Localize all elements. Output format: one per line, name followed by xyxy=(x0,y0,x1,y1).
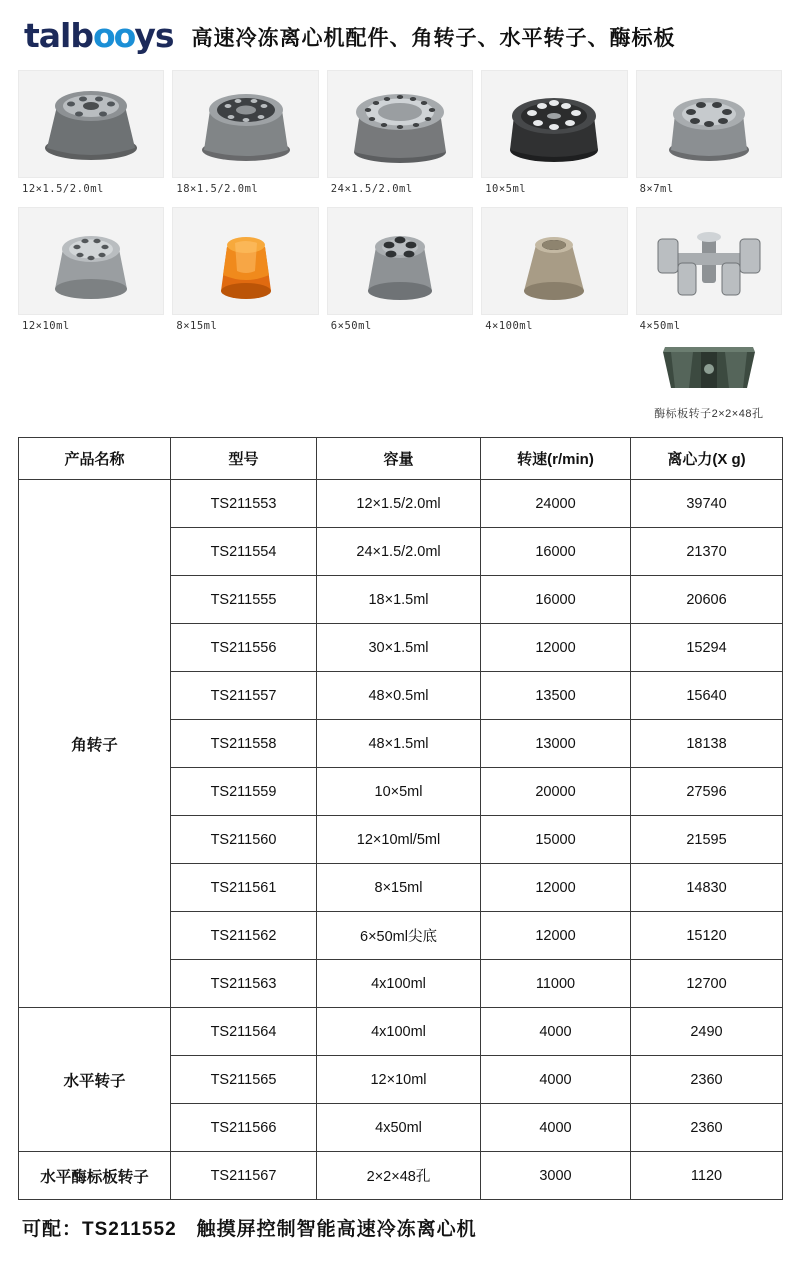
gallery-item[interactable] xyxy=(636,207,782,334)
cell-speed: 12000 xyxy=(481,624,631,672)
cell-speed: 16000 xyxy=(481,576,631,624)
cell-model: TS211564 xyxy=(171,1008,317,1056)
cell-model: TS211556 xyxy=(171,624,317,672)
cell-model: TS211559 xyxy=(171,768,317,816)
cell-rcf: 14830 xyxy=(631,864,783,912)
product-photo[interactable] xyxy=(327,207,473,315)
cell-rcf: 18138 xyxy=(631,720,783,768)
cell-speed: 16000 xyxy=(481,528,631,576)
gallery-item[interactable] xyxy=(172,207,318,334)
cell-capacity: 12×1.5/2.0ml xyxy=(317,480,481,528)
cell-capacity: 30×1.5ml xyxy=(317,624,481,672)
column-header-model: 型号 xyxy=(171,438,317,480)
cell-rcf: 2360 xyxy=(631,1056,783,1104)
cell-model: TS211555 xyxy=(171,576,317,624)
cell-model: TS211560 xyxy=(171,816,317,864)
cell-capacity: 48×1.5ml xyxy=(317,720,481,768)
product-photo[interactable] xyxy=(636,70,782,178)
photo-caption: 8×15ml xyxy=(176,320,218,332)
cell-model: TS211566 xyxy=(171,1104,317,1152)
gallery-item[interactable] xyxy=(636,70,782,197)
gallery-item[interactable] xyxy=(327,207,473,334)
cell-capacity: 12×10ml/5ml xyxy=(317,816,481,864)
cell-rcf: 15120 xyxy=(631,912,783,960)
cell-model: TS211557 xyxy=(171,672,317,720)
cell-rcf: 2360 xyxy=(631,1104,783,1152)
photo-caption: 10×5ml xyxy=(485,183,527,195)
page-title: 高速冷冻离心机配件、角转子、水平转子、酶标板 xyxy=(191,27,676,50)
gallery-item[interactable] xyxy=(481,207,627,334)
cell-speed: 20000 xyxy=(481,768,631,816)
rotor-lid-icon xyxy=(191,213,301,309)
product-photo[interactable] xyxy=(172,207,318,315)
grid-spacer xyxy=(18,338,164,339)
table-row xyxy=(19,480,783,528)
cell-speed: 13000 xyxy=(481,720,631,768)
cell-speed: 3000 xyxy=(481,1152,631,1200)
photo-caption: 18×1.5/2.0ml xyxy=(176,183,259,195)
brand-logo: talbooys xyxy=(24,15,174,55)
cell-model: TS211562 xyxy=(171,912,317,960)
gallery-item[interactable] xyxy=(18,70,164,197)
gallery-item[interactable] xyxy=(636,338,782,423)
cell-capacity: 48×0.5ml xyxy=(317,672,481,720)
cell-rcf: 39740 xyxy=(631,480,783,528)
cell-model: TS211558 xyxy=(171,720,317,768)
product-photo[interactable] xyxy=(481,70,627,178)
footnote: 可配：TS211552 触摸屏控制智能高速冷冻离心机 xyxy=(22,1219,477,1240)
cell-capacity: 10×5ml xyxy=(317,768,481,816)
photo-caption: 6×50ml xyxy=(330,320,372,332)
angle-rotor-icon xyxy=(651,76,767,172)
angle-rotor-icon xyxy=(186,76,306,172)
microplate-rotor-icon xyxy=(649,338,769,400)
table-header-row xyxy=(19,438,783,480)
product-gallery-row-3 xyxy=(18,338,782,423)
cell-speed: 24000 xyxy=(481,480,631,528)
product-gallery-row-2 xyxy=(18,207,782,334)
product-photo[interactable] xyxy=(327,70,473,178)
cell-rcf: 2490 xyxy=(631,1008,783,1056)
gallery-item[interactable] xyxy=(172,70,318,197)
group-label-swing-rotor: 水平转子 xyxy=(19,1008,171,1152)
angle-rotor-icon xyxy=(31,76,151,172)
product-photo[interactable] xyxy=(636,338,782,400)
angle-rotor-icon xyxy=(33,213,149,309)
gallery-item[interactable] xyxy=(481,70,627,197)
cell-speed: 12000 xyxy=(481,864,631,912)
column-header-rcf: 离心力(X g) xyxy=(631,438,783,480)
cell-rcf: 21595 xyxy=(631,816,783,864)
product-photo[interactable] xyxy=(18,207,164,315)
grid-spacer xyxy=(172,338,318,339)
column-header-capacity: 容量 xyxy=(317,438,481,480)
group-label-angle-rotor: 角转子 xyxy=(19,480,171,1008)
cell-capacity: 18×1.5ml xyxy=(317,576,481,624)
column-header-speed: 转速(r/min) xyxy=(481,438,631,480)
photo-caption: 12×10ml xyxy=(22,320,70,332)
angle-rotor-icon xyxy=(496,213,612,309)
angle-rotor-icon xyxy=(342,213,458,309)
cell-rcf: 12700 xyxy=(631,960,783,1008)
grid-spacer xyxy=(327,338,473,339)
cell-capacity: 2×2×48孔 xyxy=(317,1152,481,1200)
cell-capacity: 4x50ml xyxy=(317,1104,481,1152)
cell-capacity: 6×50ml尖底 xyxy=(317,912,481,960)
cell-rcf: 21370 xyxy=(631,528,783,576)
spec-table xyxy=(18,437,783,1200)
page-header xyxy=(18,14,782,60)
table-row xyxy=(19,1152,783,1200)
photo-caption: 24×1.5/2.0ml xyxy=(330,183,413,195)
cell-speed: 11000 xyxy=(481,960,631,1008)
group-label-microplate-rotor: 水平酶标板转子 xyxy=(19,1152,171,1200)
cell-speed: 12000 xyxy=(481,912,631,960)
product-photo[interactable] xyxy=(18,70,164,178)
cell-rcf: 20606 xyxy=(631,576,783,624)
cell-capacity: 24×1.5/2.0ml xyxy=(317,528,481,576)
grid-spacer xyxy=(481,338,627,339)
cell-rcf: 15294 xyxy=(631,624,783,672)
product-photo[interactable] xyxy=(636,207,782,315)
cell-capacity: 4x100ml xyxy=(317,1008,481,1056)
cell-model: TS211554 xyxy=(171,528,317,576)
photo-caption: 4×50ml xyxy=(639,320,681,332)
gallery-item[interactable] xyxy=(327,70,473,197)
cell-speed: 13500 xyxy=(481,672,631,720)
gallery-item[interactable] xyxy=(18,207,164,334)
photo-caption: 12×1.5/2.0ml xyxy=(22,183,104,195)
product-photo[interactable] xyxy=(172,70,318,178)
table-row xyxy=(19,1008,783,1056)
cell-model: TS211553 xyxy=(171,480,317,528)
product-photo[interactable] xyxy=(481,207,627,315)
angle-rotor-icon xyxy=(492,76,616,172)
cell-model: TS211563 xyxy=(171,960,317,1008)
cell-speed: 4000 xyxy=(481,1104,631,1152)
angle-rotor-icon xyxy=(338,76,462,172)
cell-rcf: 15640 xyxy=(631,672,783,720)
cell-speed: 4000 xyxy=(481,1008,631,1056)
cell-model: TS211567 xyxy=(171,1152,317,1200)
swing-rotor-icon xyxy=(644,213,774,309)
column-header-product: 产品名称 xyxy=(19,438,171,480)
photo-caption: 4×100ml xyxy=(485,320,533,332)
product-gallery-row-1 xyxy=(18,70,782,197)
cell-rcf: 27596 xyxy=(631,768,783,816)
photo-caption: 8×7ml xyxy=(639,183,674,195)
cell-capacity: 4x100ml xyxy=(317,960,481,1008)
cell-model: TS211561 xyxy=(171,864,317,912)
cell-model: TS211565 xyxy=(171,1056,317,1104)
cell-rcf: 1120 xyxy=(631,1152,783,1200)
photo-caption: 酶标板转子2×2×48孔 xyxy=(654,408,764,420)
cell-speed: 4000 xyxy=(481,1056,631,1104)
cell-speed: 15000 xyxy=(481,816,631,864)
cell-capacity: 12×10ml xyxy=(317,1056,481,1104)
cell-capacity: 8×15ml xyxy=(317,864,481,912)
